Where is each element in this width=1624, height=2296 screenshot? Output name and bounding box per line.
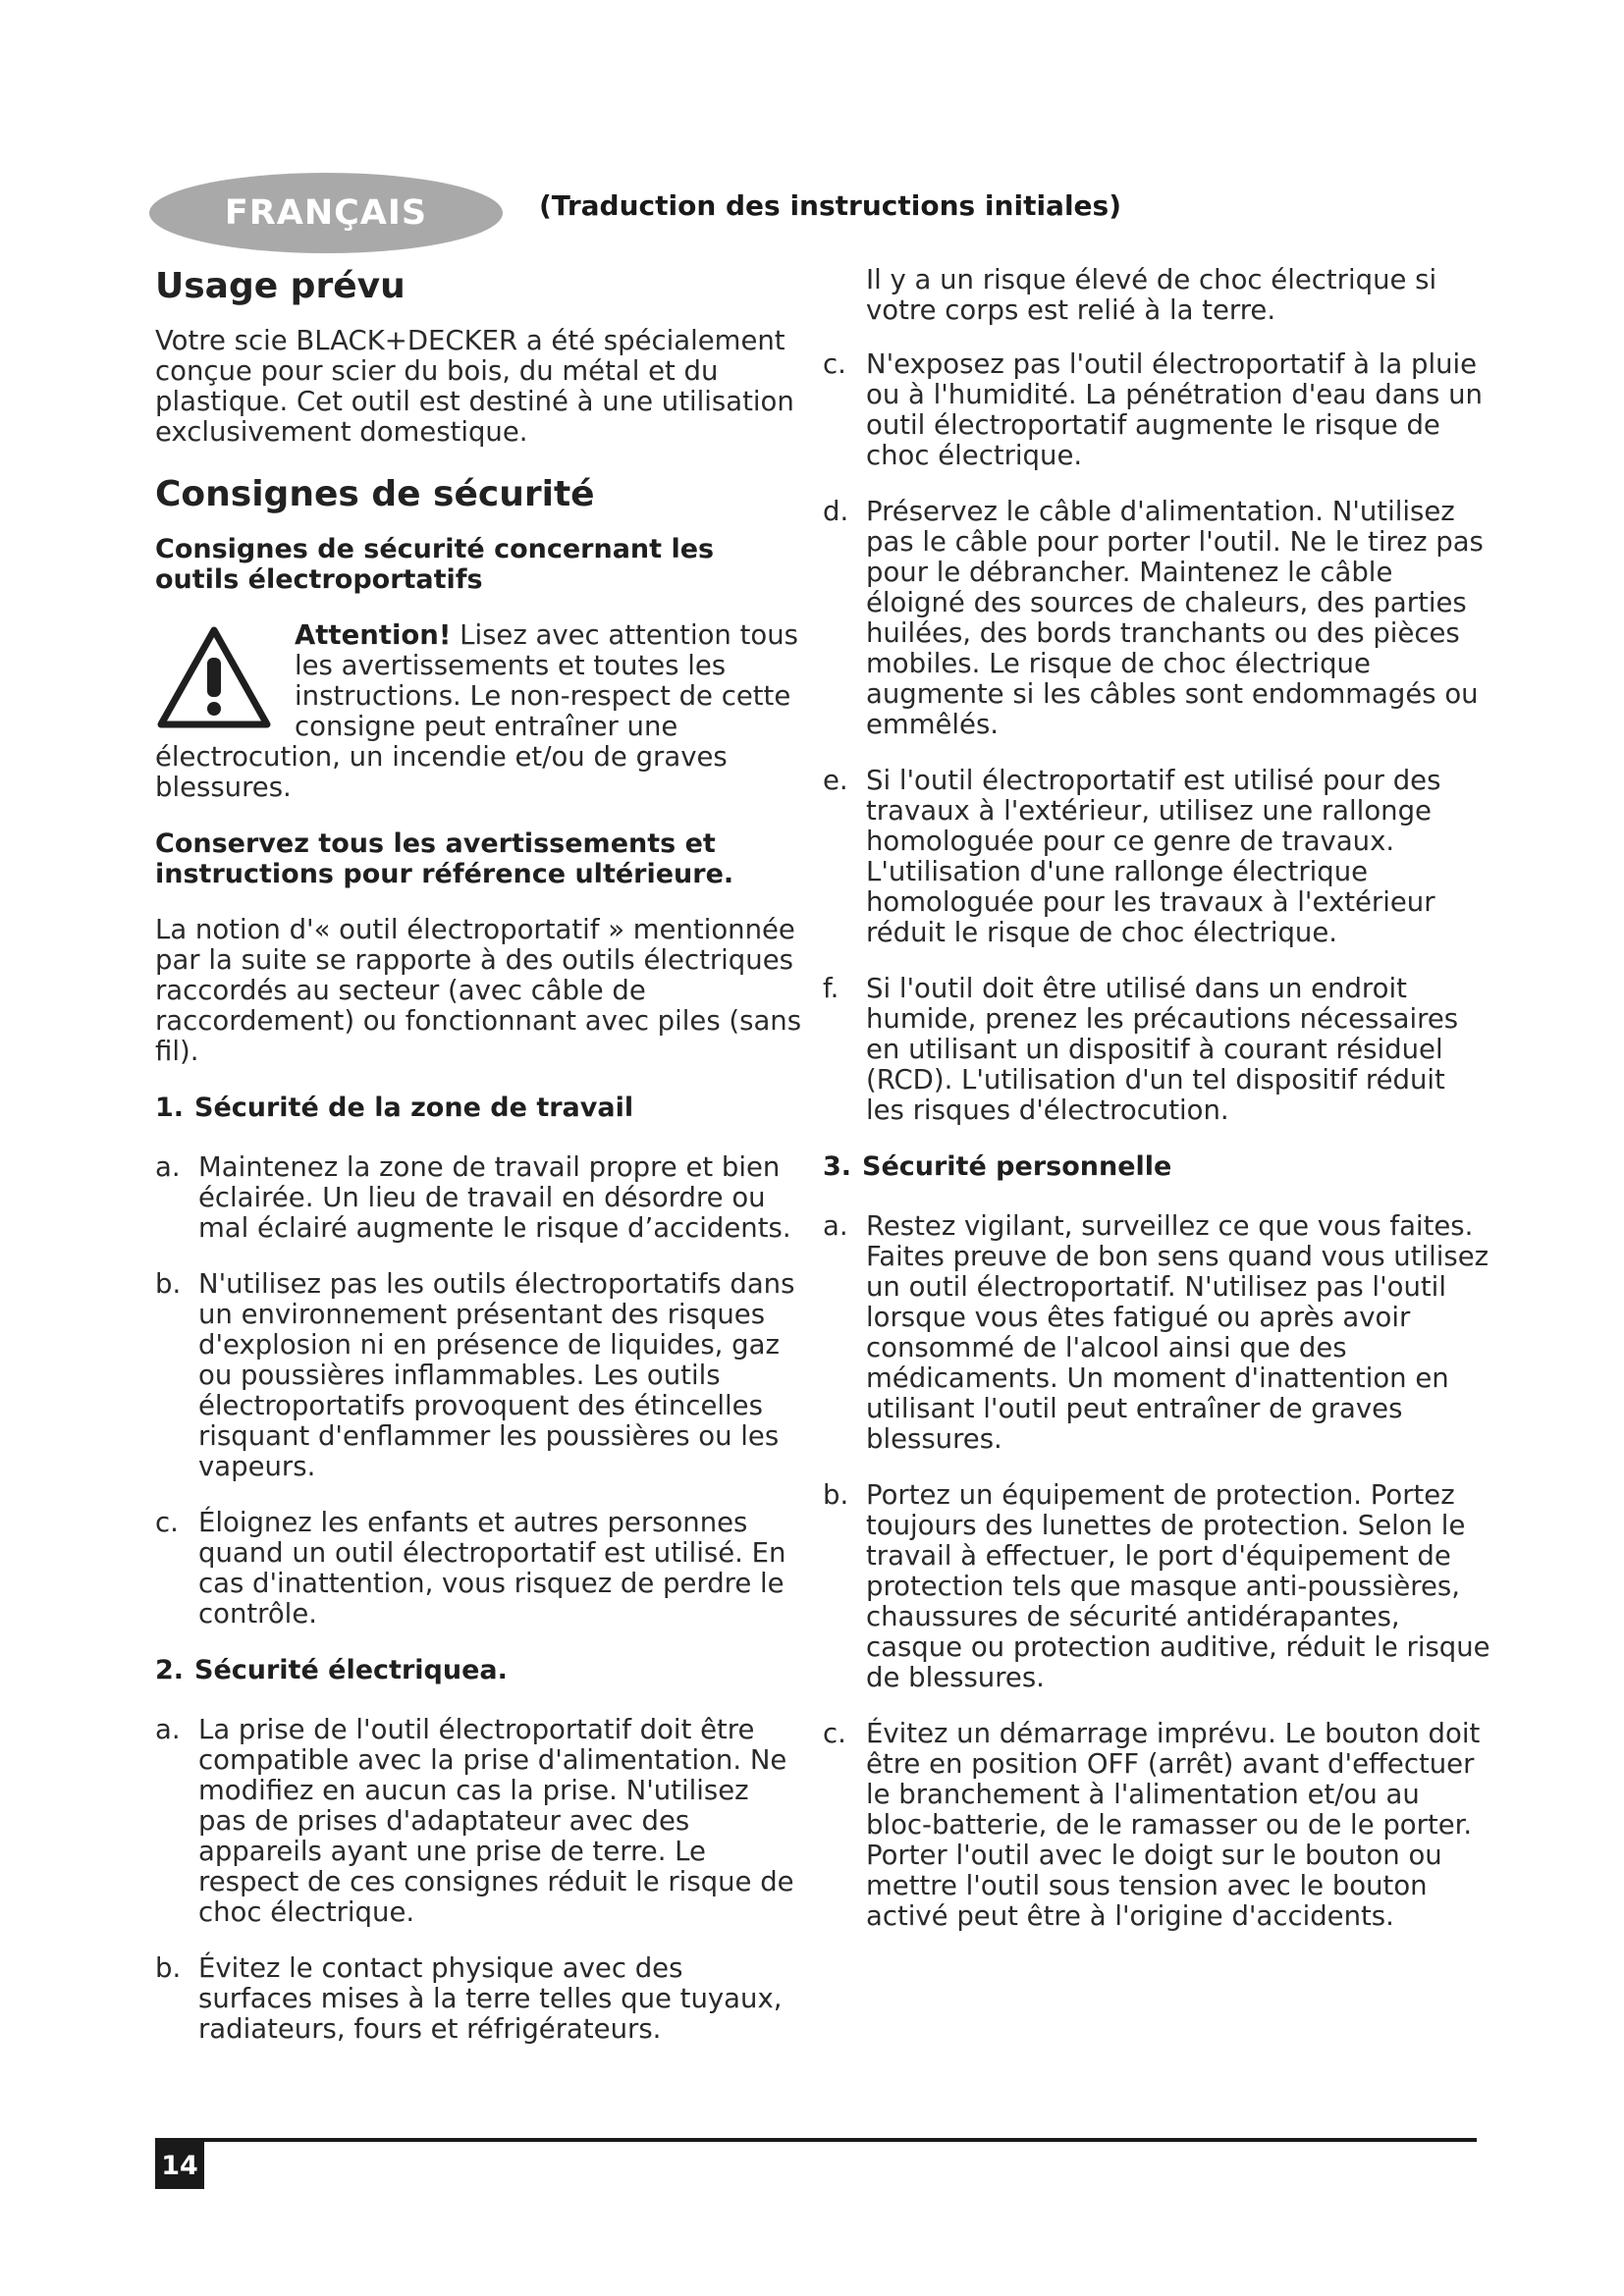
keep-instructions-title: Conservez tous les avertissements et instructions pour référence ultérieure. <box>155 828 734 889</box>
safety-subtitle: Consignes de sécurité concernant les outils électroportatifs <box>155 534 715 595</box>
list-item <box>823 974 1490 1126</box>
page-number: 14 <box>155 2142 204 2189</box>
list-letter: b. <box>155 1952 182 1984</box>
list-letter: b. <box>823 1479 849 1511</box>
list-text: Maintenez la zone de travail propre et bien éclairée. Un lieu de travail en désordre ou mal éclairé augmente le risque d’accidents. <box>198 1151 791 1244</box>
list-letter: a. <box>155 1714 181 1745</box>
list-letter: f. <box>823 973 839 1004</box>
list-letter: a. <box>155 1151 181 1183</box>
warning-block <box>155 620 803 803</box>
list-text: Si l'outil doit être utilisé dans un endroit humide, prenez les précautions nécessaires en utilisant un dispositif à courant résiduel (RCD). L'utilisation d'un tel dispositif réduit les risques d'électrocution. <box>866 973 1459 1126</box>
list-item <box>155 1269 803 1482</box>
list-item <box>155 1715 803 1928</box>
list-letter: a. <box>823 1210 848 1242</box>
list-text: La prise de l'outil électroportatif doit être compatible avec la prise d'alimentation. Ne modifiez en aucun cas la prise. N'utilisez pas de prises d'adaptateur avec des appareils ayant une prise de terre. Le respect de ces consignes réduit le risque de choc électrique. <box>198 1714 794 1928</box>
section-2-label: Sécurité électriquea. <box>194 1655 508 1685</box>
list-letter: d. <box>823 496 849 527</box>
footer-rule <box>155 2138 1477 2142</box>
language-badge <box>149 173 503 253</box>
list-text: Évitez le contact physique avec des surfaces mises à la terre telles que tuyaux, radiateurs, fours et réfrigérateurs. <box>198 1952 783 2045</box>
section-3-label: Sécurité personnelle <box>862 1151 1172 1182</box>
list-text: N'utilisez pas les outils électroportatifs dans un environnement présentant des risques d'explosion ni en présence de liquides, gaz ou poussières inflammables. Les outils électroportatifs provoquent des étincelles risquant d'enflammer les poussières ou les vapeurs. <box>198 1268 795 1482</box>
list-letter: c. <box>823 348 846 380</box>
left-column <box>155 265 803 2070</box>
usage-title: Usage prévu <box>155 266 406 306</box>
usage-text: Votre scie BLACK+DECKER a été spécialement conçue pour scier du bois, du métal et du plastique. Cet outil est destiné à une utilisation exclusivement domestique. <box>155 325 794 448</box>
list-item <box>823 349 1490 471</box>
list-text: Éloignez les enfants et autres personnes quand un outil électroportatif est utilisé. En cas d'inattention, vous risquez de perdre le contrôle. <box>198 1507 786 1629</box>
warning-label: Attention! <box>295 619 452 651</box>
section-1-title <box>155 1093 803 1123</box>
section-3-number: 3. <box>823 1151 852 1182</box>
list-text: Si l'outil électroportatif est utilisé pour des travaux à l'extérieur, utilisez une rallonge homologuée pour ce genre de travaux. L'utilisation d'une rallonge électrique homologuée pour les travaux à l'extérieur réduit le risque de choc électrique. <box>866 765 1441 948</box>
section-2-title <box>155 1655 803 1685</box>
section-2-number: 2. <box>155 1655 185 1685</box>
list-item <box>155 1508 803 1629</box>
list-item <box>823 497 1490 740</box>
section-1-number: 1. <box>155 1093 185 1123</box>
language-label: FRANÇAIS <box>224 193 428 233</box>
section-3-title <box>823 1151 1490 1182</box>
list-text: Préservez le câble d'alimentation. N'utilisez pas le câble pour porter l'outil. Ne le tirez pas pour le débrancher. Maintenez le câble éloigné des sources de chaleurs, des parties huilées, des bords tranchants ou des pièces mobiles. Le risque de choc électrique augmente si les câbles sont endommagés ou emmêlés. <box>866 496 1484 740</box>
list-letter: c. <box>823 1718 846 1749</box>
translation-note: (Traduction des instructions initiales) <box>539 189 1121 222</box>
right-column <box>823 265 1490 1957</box>
list-item <box>155 1953 803 2045</box>
continued-text: Il y a un risque élevé de choc électrique si votre corps est relié à la terre. <box>866 264 1437 326</box>
warning-triangle-icon <box>155 624 273 732</box>
list-text: Restez vigilant, surveillez ce que vous faites. Faites preuve de bon sens quand vous utilisez un outil électroportatif. N'utilisez pas l'outil lorsque vous êtes fatigué ou après avoir consommé de l'alcool ainsi que des médicaments. Un moment d'inattention en utilisant l'outil peut entraîner de graves blessures. <box>866 1210 1489 1455</box>
list-letter: c. <box>155 1507 179 1538</box>
list-item <box>823 1719 1490 1932</box>
list-item <box>823 766 1490 948</box>
list-letter: e. <box>823 765 848 796</box>
warning-text: Lisez avec attention tous les avertissements et toutes les instructions. Le non-respect de cette consigne peut entraîner une électrocution, un incendie et/ou de graves blessures. <box>155 619 798 803</box>
list-item <box>823 1211 1490 1455</box>
section-1-label: Sécurité de la zone de travail <box>194 1093 634 1123</box>
notion-text: La notion d'« outil électroportatif » mentionnée par la suite se rapporte à des outils électriques raccordés au secteur (avec câble de raccordement) ou fonctionnant avec piles (sans fil). <box>155 914 802 1067</box>
list-item <box>823 1480 1490 1693</box>
list-item <box>155 1152 803 1244</box>
list-text: Portez un équipement de protection. Portez toujours des lunettes de protection. Selon le travail à effectuer, le port d'équipement de protection tels que masque anti-poussières, chaussures de sécurité antidérapantes, casque ou protection auditive, réduit le risque de blessures. <box>866 1479 1490 1693</box>
list-letter: b. <box>155 1268 182 1300</box>
safety-title: Consignes de sécurité <box>155 474 595 514</box>
list-text: N'exposez pas l'outil électroportatif à la pluie ou à l'humidité. La pénétration d'eau dans un outil électroportatif augmente le risque de choc électrique. <box>866 348 1483 471</box>
list-text: Évitez un démarrage imprévu. Le bouton doit être en position OFF (arrêt) avant d'effectuer le branchement à l'alimentation et/ou au bloc-batterie, de le ramasser ou de le porter. Porter l'outil avec le doigt sur le bouton ou mettre l'outil sous tension avec le bouton activé peut être à l'origine d'accidents. <box>866 1718 1481 1932</box>
